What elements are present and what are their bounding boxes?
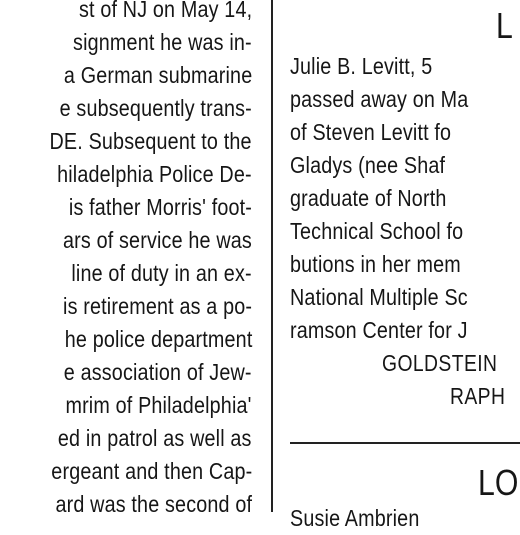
text-line: ramson Center for J xyxy=(290,317,468,343)
text-line: passed away on Ma xyxy=(290,86,469,112)
text-line: he police department xyxy=(64,326,252,352)
text-line: Gladys (nee Shaf xyxy=(290,152,446,178)
text-line: mrim of Philadelphia' xyxy=(65,392,252,418)
text-line: is retirement as a po- xyxy=(62,293,252,319)
text-line: ars of service he was xyxy=(63,227,252,253)
text-line: is father Morris' foot- xyxy=(68,194,252,220)
funeral-home-name: GOLDSTEIN xyxy=(382,350,498,376)
text-line: DE. Subsequent to the xyxy=(49,128,252,154)
text-line: e association of Jew- xyxy=(64,359,252,385)
text-line: Technical School fo xyxy=(290,218,464,244)
obituary-heading: L xyxy=(496,5,513,46)
text-line: line of duty in an ex- xyxy=(71,260,252,286)
text-line: butions in her mem xyxy=(290,251,461,277)
funeral-home-name-2: RAPH xyxy=(450,383,506,409)
text-line: e subsequently trans- xyxy=(59,95,252,121)
text-line: signment he was in- xyxy=(73,29,252,55)
text-line: Julie B. Levitt, 5 xyxy=(290,53,433,79)
text-line: ed in patrol as well as xyxy=(58,425,252,451)
text-line: graduate of North xyxy=(290,185,447,211)
text-line: Susie Ambrien xyxy=(290,505,420,531)
section-divider xyxy=(290,442,520,444)
obituary-column-right xyxy=(274,0,519,531)
column-divider xyxy=(271,0,273,512)
text-line: National Multiple Sc xyxy=(290,284,468,310)
text-line: ard was the second of xyxy=(55,491,252,517)
text-line: ergeant and then Cap- xyxy=(50,458,252,484)
text-line: st of NJ on May 14, xyxy=(78,0,252,22)
text-line: of Steven Levitt fo xyxy=(290,119,452,145)
text-line: a German submarine xyxy=(63,62,252,88)
text-line: hiladelphia Police De- xyxy=(57,161,252,187)
next-obituary-heading: LO xyxy=(478,462,519,503)
